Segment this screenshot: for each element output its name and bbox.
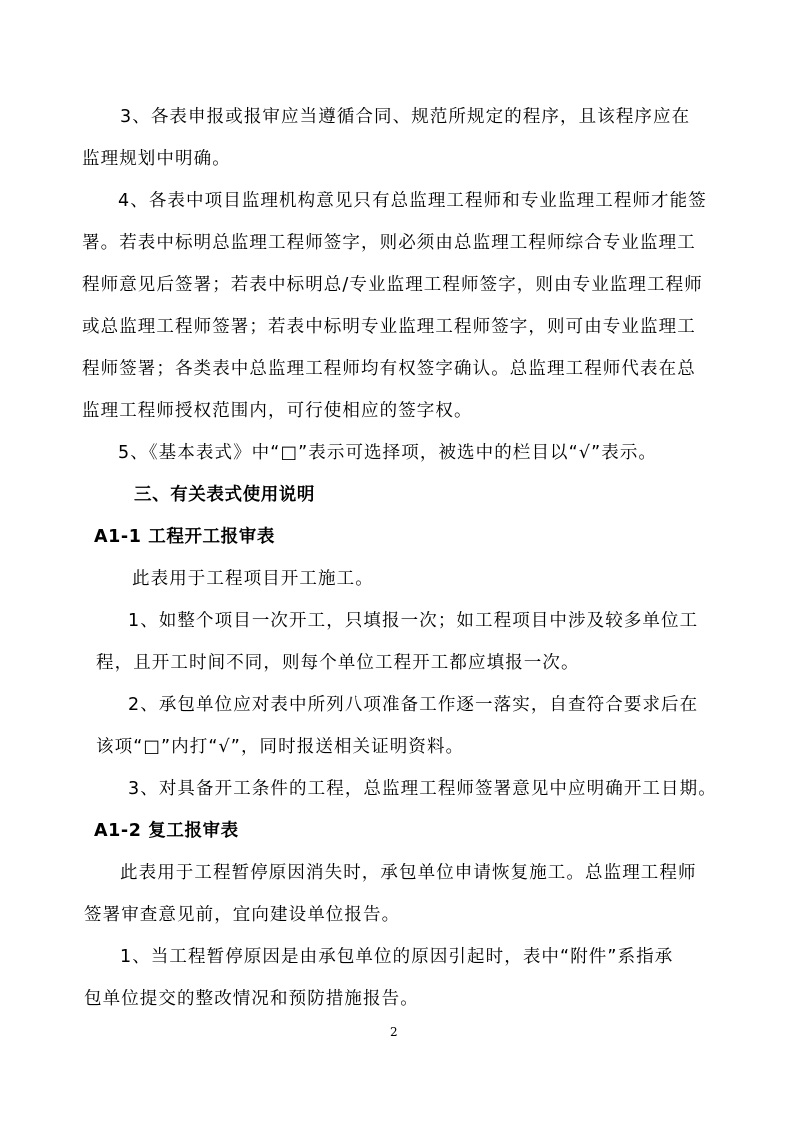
- paragraph-4-line-1: 4、各表中项目监理机构意见只有总监理工程师和专业监理工程师才能签: [118, 191, 707, 211]
- subsection-heading-a1-2: A1-2 复工报审表: [94, 821, 239, 841]
- paragraph-4-line-3: 程师意见后签署；若表中标明总/专业监理工程师签字，则由专业监理工程师: [82, 275, 703, 295]
- a1-1-item-1-line-2: 程，且开工时间不同，则每个单位工程开工都应填报一次。: [96, 653, 580, 673]
- a1-1-item-2-line-2: 该项“□”内打“√”，同时报送相关证明资料。: [96, 737, 465, 757]
- a1-2-intro-line-1: 此表用于工程暂停原因消失时，承包单位申请恢复施工。总监理工程师: [120, 863, 697, 883]
- subsection-heading-a1-1: A1-1 工程开工报审表: [94, 527, 275, 547]
- paragraph-5-line-1: 5、《基本表式》中“□”表示可选择项，被选中的栏目以“√”表示。: [118, 443, 658, 463]
- a1-1-intro: 此表用于工程项目开工施工。: [132, 569, 374, 589]
- paragraph-3-line-2: 监理规划中明确。: [82, 149, 231, 169]
- a1-2-item-1-line-2: 包单位提交的整改情况和预防措施报告。: [84, 989, 419, 1009]
- a1-1-item-2-line-1: 2、承包单位应对表中所列八项准备工作逐一落实，自查符合要求后在: [128, 695, 699, 715]
- paragraph-4-line-5: 程师签署；各类表中总监理工程师均有权签字确认。总监理工程师代表在总: [82, 359, 696, 379]
- paragraph-3-line-1: 3、各表申报或报审应当遵循合同、规范所规定的程序，且该程序应在: [120, 107, 691, 127]
- paragraph-4-line-2: 署。若表中标明总监理工程师签字，则必须由总监理工程师综合专业监理工: [82, 233, 696, 253]
- a1-1-item-3: 3、对具备开工条件的工程，总监理工程师签署意见中应明确开工日期。: [128, 779, 717, 799]
- paragraph-4-line-6: 监理工程师授权范围内，可行使相应的签字权。: [82, 401, 473, 421]
- a1-1-item-1-line-1: 1、如整个项目一次开工，只填报一次；如工程项目中涉及较多单位工: [128, 611, 699, 631]
- a1-2-intro-line-2: 签署审查意见前，宜向建设单位报告。: [84, 905, 401, 925]
- a1-2-item-1-line-1: 1、当工程暂停原因是由承包单位的原因引起时，表中“附件”系指承: [120, 947, 674, 967]
- section-heading: 三、有关表式使用说明: [134, 485, 315, 505]
- page-number: 2: [390, 1025, 398, 1039]
- paragraph-4-line-4: 或总监理工程师签署；若表中标明专业监理工程师签字，则可由专业监理工: [82, 317, 696, 337]
